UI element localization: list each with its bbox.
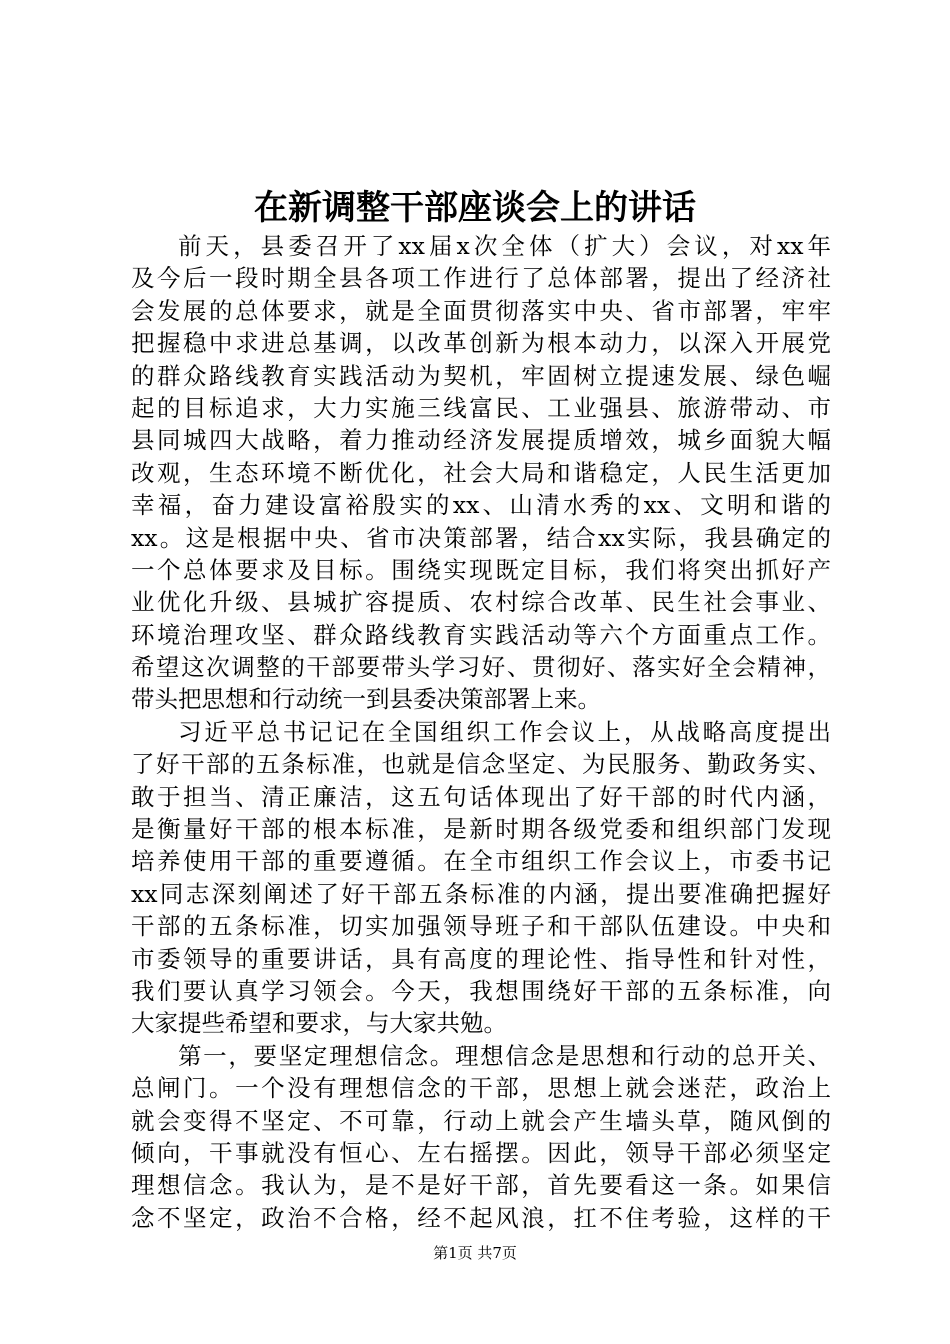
text-line: 就会变得不坚定、不可靠，行动上就会产生墙头草，随风倒的 (131, 1106, 831, 1135)
text-line: 培养使用干部的重要遵循。在全市组织工作会议上，市委书记 (131, 847, 831, 876)
text-line: 我们要认真学习领会。今天，我想围绕好干部的五条标准，向 (131, 976, 831, 1005)
document-body (131, 230, 831, 1234)
text-line: 起的目标追求，大力实施三线富民、工业强县、旅游带动、市 (131, 393, 831, 422)
text-line: 把握稳中求进总基调，以改革创新为根本动力，以深入开展党 (131, 329, 831, 358)
text-line: 带头把思想和行动统一到县委决策部署上来。 (131, 685, 601, 714)
text-line: 改观，生态环境不断优化，社会大局和谐稳定，人民生活更加 (131, 458, 831, 487)
text-line: 县同城四大战略，着力推动经济发展提质增效，城乡面貌大幅 (131, 426, 831, 455)
text-line: 一个总体要求及目标。围绕实现既定目标，我们将突出抓好产 (131, 555, 831, 584)
text-line: 总闸门。一个没有理想信念的干部，思想上就会迷茫，政治上 (131, 1074, 831, 1103)
text-line: 环境治理攻坚、群众路线教育实践活动等六个方面重点工作。 (131, 620, 831, 649)
text-line: 市委领导的重要讲话，具有高度的理论性、指导性和针对性， (131, 944, 831, 973)
text-line: 前天，县委召开了xx届x次全体（扩大）会议，对xx年 (178, 232, 831, 260)
text-line: xx。这是根据中央、省市决策部署，结合xx实际，我县确定的 (131, 523, 831, 552)
text-line: 习近平总书记记在全国组织工作会议上，从战略高度提出 (178, 717, 831, 746)
document-title: 在新调整干部座谈会上的讲话 (254, 188, 696, 228)
text-line: 第一，要坚定理想信念。理想信念是思想和行动的总开关、 (178, 1041, 831, 1070)
text-line: 理想信念。我认为，是不是好干部，首先要看这一条。如果信 (131, 1171, 831, 1200)
text-line: 了好干部的五条标准，也就是信念坚定、为民服务、勤政务实、 (131, 750, 831, 779)
text-line: 敢于担当、清正廉洁，这五句话体现出了好干部的时代内涵， (131, 782, 831, 811)
text-line: 及今后一段时期全县各项工作进行了总体部署，提出了经济社 (131, 264, 831, 293)
text-line: 念不坚定，政治不合格，经不起风浪，扛不住考验，这样的干 (131, 1203, 831, 1232)
text-line: 会发展的总体要求，就是全面贯彻落实中央、省市部署，牢牢 (131, 296, 831, 325)
text-line: 的群众路线教育实践活动为契机，牢固树立提速发展、绿色崛 (131, 361, 831, 390)
text-line: 幸福，奋力建设富裕殷实的xx、山清水秀的xx、文明和谐的 (131, 491, 831, 520)
text-line: 倾向，干事就没有恒心、左右摇摆。因此，领导干部必须坚定 (131, 1138, 831, 1167)
text-line: xx同志深刻阐述了好干部五条标准的内涵，提出要准确把握好 (131, 879, 831, 908)
text-line: 干部的五条标准，切实加强领导班子和干部队伍建设。中央和 (131, 912, 831, 941)
text-line: 是衡量好干部的根本标准，是新时期各级党委和组织部门发现 (131, 815, 831, 844)
text-line: 希望这次调整的干部要带头学习好、贯彻好、落实好全会精神， (131, 653, 831, 682)
text-line: 业优化升级、县城扩容提质、农村综合改革、民生社会事业、 (131, 588, 831, 617)
page-footer: 第1页 共7页 (433, 1244, 517, 1262)
text-line: 大家提些希望和要求，与大家共勉。 (131, 1009, 507, 1038)
